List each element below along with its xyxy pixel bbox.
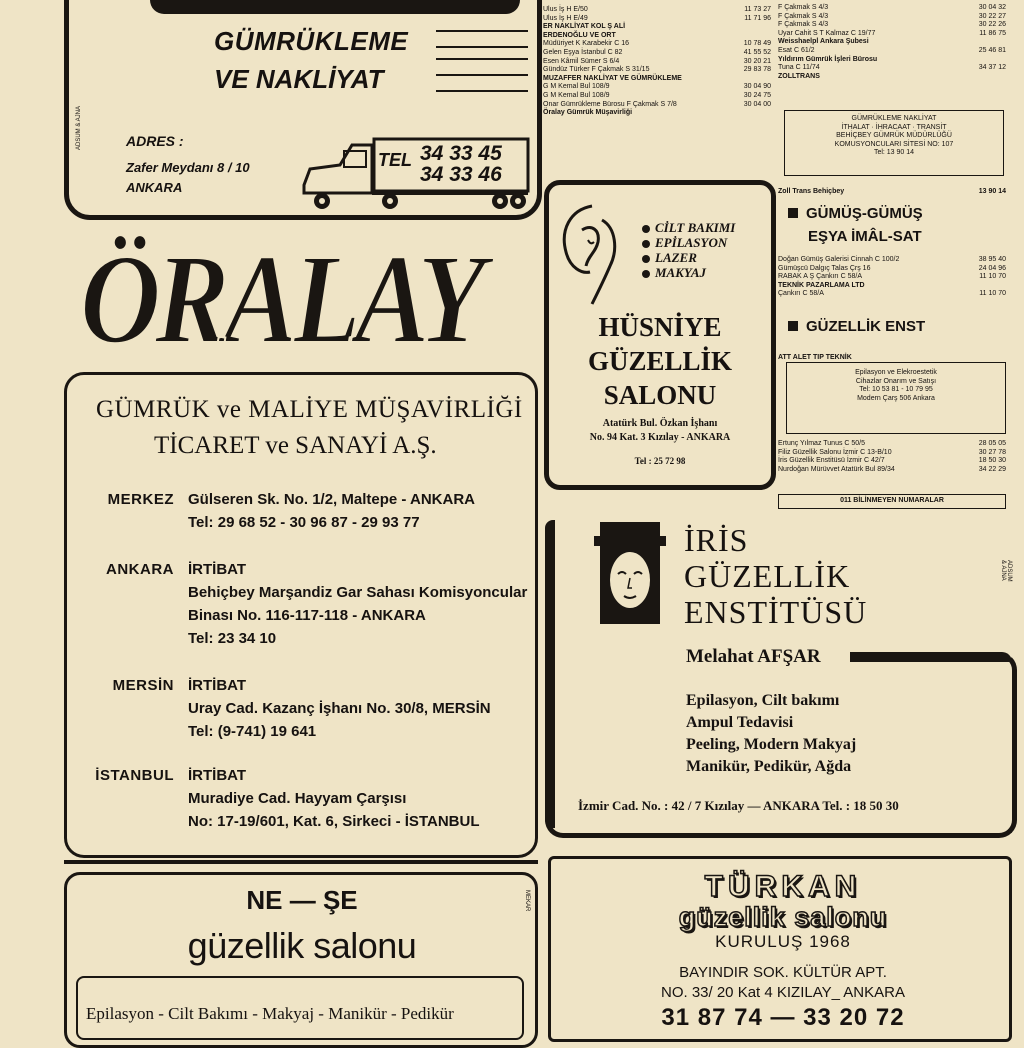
directory-row-name: Weisshaelpl Ankara Şubesi — [778, 38, 869, 46]
zolltrans-line: BEHİÇBEY GÜMRÜK MÜDÜRLÜĞÜ — [836, 132, 952, 140]
oralay-office-city: İSTANBUL — [95, 767, 174, 784]
square-bullet-icon — [788, 321, 798, 331]
directory-row — [778, 290, 1006, 299]
directory-row-name: Onar Gümrükleme Bürosu F Çakmak S 7/8 — [543, 100, 677, 108]
heading-gumus: GÜMÜŞ-GÜMÜŞ — [788, 205, 923, 222]
directory-row — [543, 58, 771, 67]
directory-row-name: Gündüz Türker F Çakmak S 31/15 — [543, 66, 650, 74]
oralay-office-line: Uray Cad. Kazanç İşhanı No. 30/8, MERSİN — [188, 700, 491, 717]
oralay-office-line: No: 17-19/601, Kat. 6, Sirkeci - İSTANBUL — [188, 813, 480, 830]
turkan-founded: KURULUŞ 1968 — [715, 932, 851, 951]
nese-name: NE — ŞE — [246, 885, 358, 915]
directory-row-name: ZOLLTRANS — [778, 72, 820, 80]
directory-row-number — [1002, 56, 1006, 65]
directory-row-name: Çankırı C 58/A — [778, 290, 824, 298]
directory-row-number: 38 95 40 — [978, 256, 1006, 263]
bullet-dot-icon — [642, 270, 650, 278]
directory-row-name: F Çakmak S 4/3 — [778, 12, 829, 20]
directory-row-number: 11 10 70 — [979, 273, 1006, 281]
directory-row-name: TEKNİK PAZARLAMA LTD — [778, 281, 865, 289]
directory-row — [778, 30, 1006, 39]
directory-row — [543, 83, 771, 92]
directory-row-name: Uyar Cahit S T Kalmaz C 19/77 — [778, 29, 876, 37]
oralay-office-details — [188, 488, 475, 534]
directory-row — [778, 38, 1006, 47]
iris-service: Peeling, Modern Makyaj — [686, 736, 857, 753]
customs-address1: Zafer Meydanı 8 / 10 — [126, 160, 250, 175]
directory-row-number: 30 04 32 — [978, 4, 1006, 11]
directory-row-name: Gelen Eşya İstanbul C 82 — [543, 48, 623, 56]
oralay-office-details — [188, 764, 479, 833]
zolltrans-line: KOMUSYONCULARI SİTESİ NO: 107 — [834, 140, 954, 148]
turkan-addr1: BAYINDIR SOK. KÜLTÜR APT. — [679, 964, 887, 981]
att-label: ATT ALET TIP TEKNİK — [778, 354, 852, 361]
directory-row-number: 25 46 81 — [978, 46, 1006, 54]
directory-row — [778, 13, 1006, 22]
zolltrans-line: İTHALAT · İHRACAAT · TRANSİT — [841, 123, 947, 131]
heading-gumus-b: EŞYA İMÂL-SAT — [808, 228, 922, 245]
husniye-service — [642, 235, 735, 250]
directory-row — [543, 75, 771, 84]
oralay-office-head: İRTİBAT — [188, 561, 247, 578]
customs-line1: GÜMRÜKLEME — [214, 26, 409, 56]
iris-service: Epilasyon, Cilt bakımı — [686, 692, 840, 709]
directory-row-name: Ulus İş H E/49 — [543, 14, 588, 22]
directory-row-name: Müdüriyet K Karabekir C 16 — [543, 40, 629, 48]
husniye-service-label: EPİLASYON — [655, 235, 728, 250]
iris-service: Manikür, Pedikür, Ağda — [686, 758, 852, 775]
directory-top-right — [778, 4, 1006, 81]
directory-row-name: Esen Kâmil Sümer S 6/4 — [543, 57, 620, 65]
directory-row-name: RABAK A Ş Çankırı C 58/A — [778, 273, 863, 281]
directory-row-name: MUZAFFER NAKLİYAT VE GÜMRÜKLEME — [543, 74, 682, 82]
husniye-services — [642, 220, 735, 280]
directory-row-name: İris Güzellik Enstitüsü İzmir C 42/7 — [778, 457, 885, 465]
husniye-service — [642, 250, 735, 265]
directory-row — [543, 66, 771, 75]
directory-row-number: 24 04 96 — [978, 264, 1006, 272]
directory-row-number: 10 78 49 — [743, 40, 771, 48]
directory-row — [778, 265, 1006, 274]
directory-row — [543, 23, 771, 32]
oralay-office-line: Behiçbey Marşandiz Gar Sahası Komisyoncular — [188, 584, 528, 601]
turkan-sub: güzellik salonu — [678, 902, 888, 932]
directory-row-number: 30 24 75 — [743, 91, 771, 99]
directory-row-number: 34 22 29 — [978, 465, 1006, 473]
directory-row-name: Ulus İş H E/50 — [543, 6, 588, 13]
directory-row-name: Doğan Gümüş Galerisi Cinnah C 100/2 — [778, 256, 900, 263]
oralay-office-details — [188, 674, 491, 743]
husniye-tel: Tel : 25 72 98 — [634, 456, 686, 466]
att-line: Modern Çarş 506 Ankara — [857, 394, 935, 402]
directory-row — [543, 6, 771, 15]
zolltrans-line: Tel: 13 90 14 — [873, 149, 915, 157]
directory-row — [778, 4, 1006, 13]
iris-name3: ENSTİTÜSÜ — [684, 594, 868, 630]
nese-sub: güzellik salonu — [187, 925, 417, 966]
directory-row-name: F Çakmak S 4/3 — [778, 4, 829, 11]
iris-top-bar — [850, 652, 1012, 662]
directory-row-name: Filiz Güzellik Salonu İzmir C 13-B/10 — [778, 448, 892, 456]
zolltrans-box — [784, 110, 1004, 176]
directory-row-number: 11 71 96 — [744, 14, 771, 22]
directory-row — [778, 457, 1006, 466]
bullet-dot-icon — [642, 240, 650, 248]
customs-tel1: 34 33 45 — [420, 142, 502, 165]
husniye-service-label: CİLT BAKIMI — [655, 220, 736, 235]
directory-row — [778, 440, 1006, 449]
customs-address-label: ADRES : — [126, 133, 184, 149]
directory-row — [778, 73, 1006, 82]
iris-owner: Melahat AFŞAR — [686, 646, 821, 667]
oralay-office-line: Muradiye Cad. Hayyam Çarşısı — [188, 790, 407, 807]
directory-mid-rows1 — [778, 256, 1006, 299]
directory-row-number — [1002, 38, 1006, 47]
directory-row — [543, 49, 771, 58]
directory-row-number — [1002, 73, 1006, 82]
directory-row-number: 11 10 70 — [979, 290, 1006, 298]
att-line: Epilasyon ve Elekroestetik — [855, 369, 937, 376]
unknown-numbers-bar: 011 BİLİNMEYEN NUMARALAR — [778, 494, 1006, 509]
directory-row — [543, 92, 771, 101]
turkan-name: TÜRKAN — [704, 870, 862, 903]
zoll-row — [778, 188, 1006, 197]
att-line: Cihazlar Onarım ve Satışı — [855, 377, 937, 385]
oralay-office-city: MERSİN — [112, 677, 174, 694]
directory-row-number — [1002, 282, 1006, 291]
iris-service: Ampul Tedavisi — [686, 714, 794, 731]
directory-top-left — [543, 6, 771, 118]
oralay-office-head: İRTİBAT — [188, 677, 247, 694]
heading-guzellik: GÜZELLİK ENST — [788, 318, 925, 335]
directory-row-name: Ertunç Yılmaz Tunus C 50/5 — [778, 440, 866, 447]
husniye-name1: HÜSNİYE — [598, 312, 722, 342]
customs-line2: VE NAKLİYAT — [214, 64, 384, 94]
oralay-office-line: Tel: 23 34 10 — [188, 630, 277, 647]
nese-services: Epilasyon - Cilt Bakımı - Makyaj - Manikür - Pedikür — [86, 1004, 454, 1023]
directory-mid-rows2 — [778, 440, 1006, 474]
iris-name2: GÜZELLİK — [684, 558, 851, 594]
rule — [436, 30, 528, 32]
bullet-dot-icon — [642, 225, 650, 233]
nese-credit: MEKAR — [524, 890, 530, 912]
woman-portrait-icon — [594, 520, 666, 626]
directory-row — [778, 47, 1006, 56]
directory-row-number — [767, 32, 771, 41]
directory-row-name: F Çakmak S 4/3 — [778, 21, 829, 29]
customs-address2: ANKARA — [126, 180, 183, 195]
directory-row-name: Nurdoğan Mürüvvet Atatürk Bul 89/34 — [778, 465, 895, 473]
directory-row — [543, 15, 771, 24]
zolltrans-line: GÜMRÜKLEME NAKLİYAT — [851, 115, 937, 122]
bullet-dot-icon — [642, 255, 650, 263]
directory-row — [778, 466, 1006, 475]
directory-row-number: 11 73 27 — [744, 6, 771, 13]
directory-row-name: ER NAKLİYAT KOL Ş ALİ — [543, 23, 626, 31]
oralay-office-head: İRTİBAT — [188, 767, 247, 784]
husniye-service-label: MAKYAJ — [655, 265, 707, 280]
oralay-office-line: Tel: 29 68 52 - 30 96 87 - 29 93 77 — [188, 514, 420, 531]
directory-row-number — [767, 109, 771, 118]
husniye-name3: SALONU — [603, 380, 717, 410]
rule — [436, 74, 528, 76]
husniye-addr1: Atatürk Bul. Özkan İşhanı — [602, 418, 718, 429]
directory-row-number: 30 04 00 — [743, 100, 771, 108]
directory-row-name: Esat C 61/2 — [778, 46, 815, 54]
directory-row-number: 11 86 75 — [979, 29, 1006, 37]
directory-row-name: ERDENOĞLU VE ORT — [543, 31, 616, 39]
turkan-tel: 31 87 74 — 33 20 72 — [661, 1004, 905, 1031]
husniye-service — [642, 220, 735, 235]
directory-row — [778, 282, 1006, 291]
rule — [436, 58, 528, 60]
rule — [436, 90, 528, 92]
directory-row-number: 34 37 12 — [978, 64, 1006, 72]
directory-row — [543, 109, 771, 118]
oralay-title1: GÜMRÜK ve MALİYE MÜŞAVİRLİĞİ — [96, 396, 523, 423]
iris-credit: ADSUM & AJNA — [1000, 560, 1012, 582]
face-logo-icon — [552, 200, 626, 310]
att-box — [786, 362, 1006, 434]
iris-services — [686, 690, 856, 778]
divider — [64, 860, 538, 864]
directory-row-name: Tuna C 11/74 — [778, 64, 820, 72]
directory-row-number: 30 22 26 — [978, 21, 1006, 29]
directory-row — [543, 32, 771, 41]
square-bullet-icon — [788, 208, 798, 218]
oralay-title2: TİCARET ve SANAYİ A.Ş. — [154, 432, 437, 459]
directory-row-number — [767, 23, 771, 32]
customs-credit: ADSUM & AJNA — [76, 105, 82, 150]
husniye-service — [642, 265, 735, 280]
husniye-name2: GÜZELLİK — [587, 346, 733, 376]
zoll-name: Zoll Trans Behiçbey — [778, 188, 845, 195]
oralay-office-city: ANKARA — [106, 561, 174, 578]
directory-row — [778, 56, 1006, 65]
directory-row-name: G M Kemal Bul 108/9 — [543, 83, 610, 91]
turkan-addr2: NO. 33/ 20 Kat 4 KIZILAY_ ANKARA — [660, 984, 905, 1001]
directory-row — [778, 449, 1006, 458]
customs-header-bar — [150, 0, 520, 14]
directory-row-number: 30 22 27 — [978, 12, 1006, 20]
directory-row-number — [767, 75, 771, 84]
customs-tel2: 34 33 46 — [420, 163, 502, 186]
directory-row-name: Gümüşcü Dalgıç Talas Çrş 16 — [778, 264, 871, 272]
directory-row — [543, 40, 771, 49]
directory-row — [778, 21, 1006, 30]
directory-row — [778, 64, 1006, 73]
directory-row-number: 41 55 52 — [743, 48, 771, 56]
directory-row — [778, 273, 1006, 282]
directory-row-number: 30 27 78 — [978, 448, 1006, 456]
oralay-logo: ÖRALAY — [80, 228, 480, 371]
oralay-office-details — [188, 558, 527, 650]
zoll-num: 13 90 14 — [978, 188, 1006, 195]
oralay-office-head: Gülseren Sk. No. 1/2, Maltepe - ANKARA — [188, 491, 476, 508]
iris-name1: İRİS — [684, 522, 749, 558]
oralay-office-city: MERKEZ — [107, 491, 174, 508]
customs-tel-label: TEL — [378, 150, 412, 170]
directory-row — [778, 256, 1006, 265]
directory-row-name: G M Kemal Bul 108/9 — [543, 91, 610, 99]
directory-row-number: 30 20 21 — [743, 57, 771, 65]
oralay-office-line: Tel: (9-741) 19 641 — [188, 723, 317, 740]
directory-row-number: 29 83 78 — [743, 66, 771, 74]
husniye-service-label: LAZER — [655, 250, 697, 265]
oralay-office-line: Binası No. 116-117-118 - ANKARA — [188, 607, 426, 624]
directory-row-name: Öralay Gümrük Müşavirliği — [543, 109, 633, 117]
directory-row-name: Yıldırım Gümrük İşleri Bürosu — [778, 55, 878, 63]
directory-row-number: 30 04 90 — [743, 83, 771, 91]
directory-row-number: 28 05 05 — [978, 440, 1006, 447]
husniye-addr2: No. 94 Kat. 3 Kızılay - ANKARA — [589, 432, 731, 443]
directory-row-number: 18 50 30 — [978, 457, 1006, 465]
directory-row — [543, 101, 771, 110]
att-line: Tel: 10 53 81 - 10 79 95 — [859, 386, 933, 394]
rule — [436, 46, 528, 48]
iris-address: İzmir Cad. No. : 42 / 7 Kızılay — ANKARA Tel. : 18 50 30 — [578, 798, 899, 813]
